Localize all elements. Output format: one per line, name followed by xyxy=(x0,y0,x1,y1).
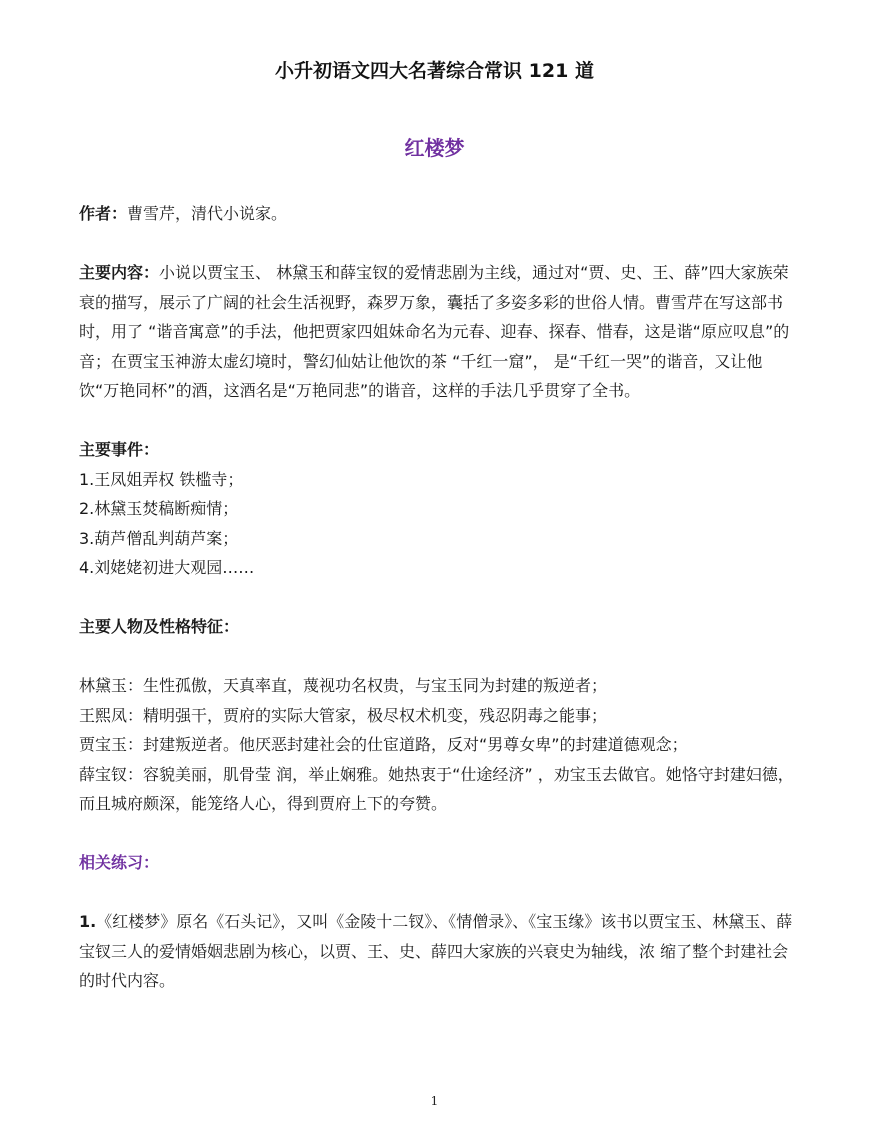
characters-heading: 主要人物及性格特征： xyxy=(79,617,240,636)
event-item: 3.葫芦僧乱判葫芦案； xyxy=(79,528,239,548)
character-item: 薛宝钗：容貌美丽，肌骨莹 润，举止娴雅。她热衷于“仕途经济” ，劝宝玉去做官。她恪守封建妇德，而且城府颇深，能笼络人心，得到贾府上下的夸赞。 xyxy=(79,764,794,813)
page-number: 1 xyxy=(430,1094,439,1108)
document-title: 小升初语文四大名著综合常识 121 道 xyxy=(275,60,594,82)
document-body xyxy=(79,199,794,996)
event-item: 1.王凤姐弄权 铁槛寺； xyxy=(79,469,244,489)
event-item: 2.林黛玉焚稿断痴情； xyxy=(79,499,239,518)
character-item: 贾宝玉：封建叛逆者。他厌恶封建社会的仕宦道路，反对“男尊女卑”的封建道德观念； xyxy=(79,735,688,754)
author-label: 作者： xyxy=(79,204,128,223)
section-title: 红楼梦 xyxy=(404,136,465,160)
character-item: 王熙凤：精明强干，贾府的实际大管家，极尽权术机变，残忍阴毒之能事； xyxy=(79,705,608,725)
summary-text: 小说以贾宝玉、 林黛玉和薛宝钗的爱情悲剧为主线，通过对“贾、史、王、薛”四大家族荣衰的描写，展示了广阔的社会生活视野，森罗万象，囊括了多姿多彩的世俗人情。曹雪芹在写这部书时，用了 “谐音寓意”的手法，他把贾家四姐妹命名为元春、迎春、探春、惜春，这是谐“原应叹息”的音；在贾宝玉神游太虚幻境时，警幻仙姑让他饮的茶 “千红一窟”， 是“千红一哭”的谐音，又让他饮“万艳同杯”的酒，这酒名是“万艳同悲”的谐音，这样的手法几乎贯穿了全书。 xyxy=(79,263,790,400)
event-item: 4.刘姥姥初进大观园…… xyxy=(79,558,255,577)
question-number: 1. xyxy=(79,912,97,931)
author-paragraph xyxy=(79,199,794,229)
question-text: 《红楼梦》原名《石头记》，又叫《金陵十二钗》、《情僧录》、《宝玉缘》该书以贾宝玉、林黛玉、薛宝钗三人的爱情婚姻悲剧为核心，以贾、王、史、薛四大家族的兴衰史为轴线，浓 缩了整个封建社会的时代内容。 xyxy=(79,912,793,990)
exercise-question xyxy=(79,907,794,996)
author-text: 曹雪芹，清代小说家。 xyxy=(127,204,288,223)
exercises-heading: 相关练习： xyxy=(79,853,160,872)
summary-label: 主要内容： xyxy=(79,263,160,282)
character-item: 林黛玉：生性孤傲，天真率直，蔑视功名权贵，与宝玉同为封建的叛逆者； xyxy=(79,676,608,695)
summary-paragraph xyxy=(79,258,794,406)
events-heading: 主要事件： xyxy=(79,440,160,459)
